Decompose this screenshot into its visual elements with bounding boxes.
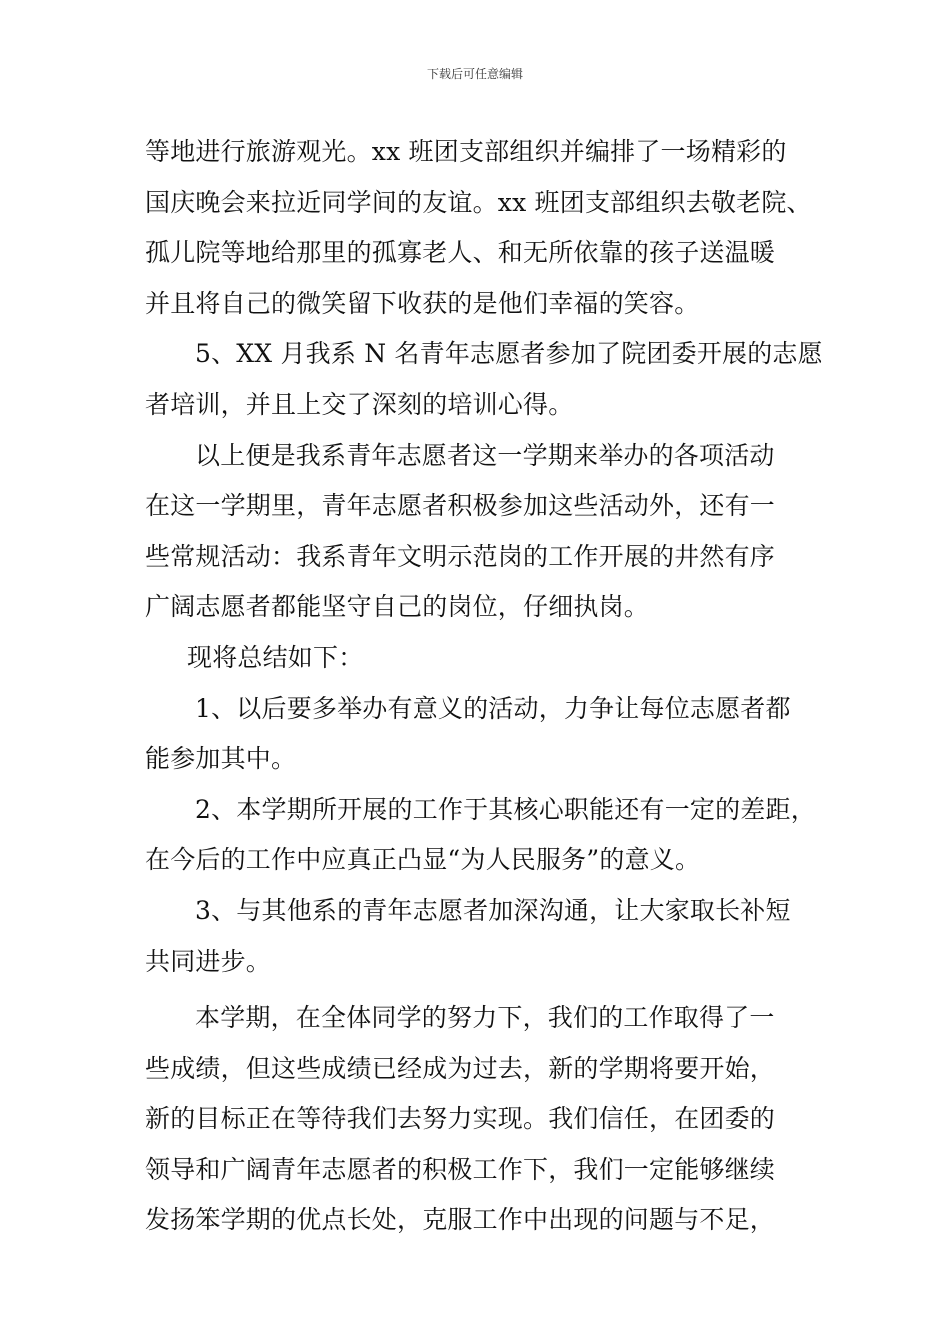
text-line: 些成绩，但这些成绩已经成为过去，新的学期将要开始， [145, 1053, 776, 1083]
text-line: 在今后的工作中应真正凸显“为人民服务”的意义。 [145, 845, 701, 875]
text-line: 发扬笨学期的优点长处，克服工作中出现的问题与不足， [145, 1205, 776, 1235]
text-line: 些常规活动：我系青年文明示范岗的工作开展的井然有序 [145, 541, 776, 571]
text-line: 3、与其他系的青年志愿者加深沟通，让大家取长补短 [195, 895, 791, 925]
text-line: 者培训，并且上交了深刻的培训心得。 [145, 389, 574, 419]
text-line: 领导和广阔青年志愿者的积极工作下，我们一定能够继续 [145, 1154, 776, 1184]
text-line: 共同进步。 [145, 946, 272, 976]
text-line: 现将总结如下： [187, 642, 364, 672]
text-line: 在这一学期里，青年志愿者积极参加这些活动外，还有一 [145, 491, 776, 521]
document-body [145, 127, 823, 1246]
text-line: 等地进行旅游观光。xx 班团支部组织并编排了一场精彩的 [145, 137, 787, 166]
text-line: 本学期，在全体同学的努力下，我们的工作取得了一 [195, 1003, 775, 1033]
text-line: 孤儿院等地给那里的孤寡老人、和无所依靠的孩子送温暖 [145, 238, 776, 268]
text-line: 能参加其中。 [145, 744, 297, 774]
page-header-note: 下载后可任意编辑 [426, 67, 523, 81]
text-line: 并且将自己的微笑留下收获的是他们幸福的笑容。 [145, 288, 700, 318]
text-line: 国庆晚会来拉近同学间的友谊。xx 班团支部组织去敬老院、 [145, 187, 812, 217]
text-line: 2、本学期所开展的工作于其核心职能还有一定的差距， [195, 794, 816, 824]
text-line: 1、以后要多举办有意义的活动，力争让每位志愿者都 [195, 693, 791, 723]
text-line: 广阔志愿者都能坚守自己的岗位，仔细执岗。 [145, 592, 650, 622]
text-line: 以上便是我系青年志愿者这一学期来举办的各项活动 [195, 440, 775, 470]
text-line: 5、XX 月我系 N 名青年志愿者参加了院团委开展的志愿 [195, 339, 823, 369]
text-line: 新的目标正在等待我们去努力实现。我们信任，在团委的 [145, 1104, 776, 1134]
